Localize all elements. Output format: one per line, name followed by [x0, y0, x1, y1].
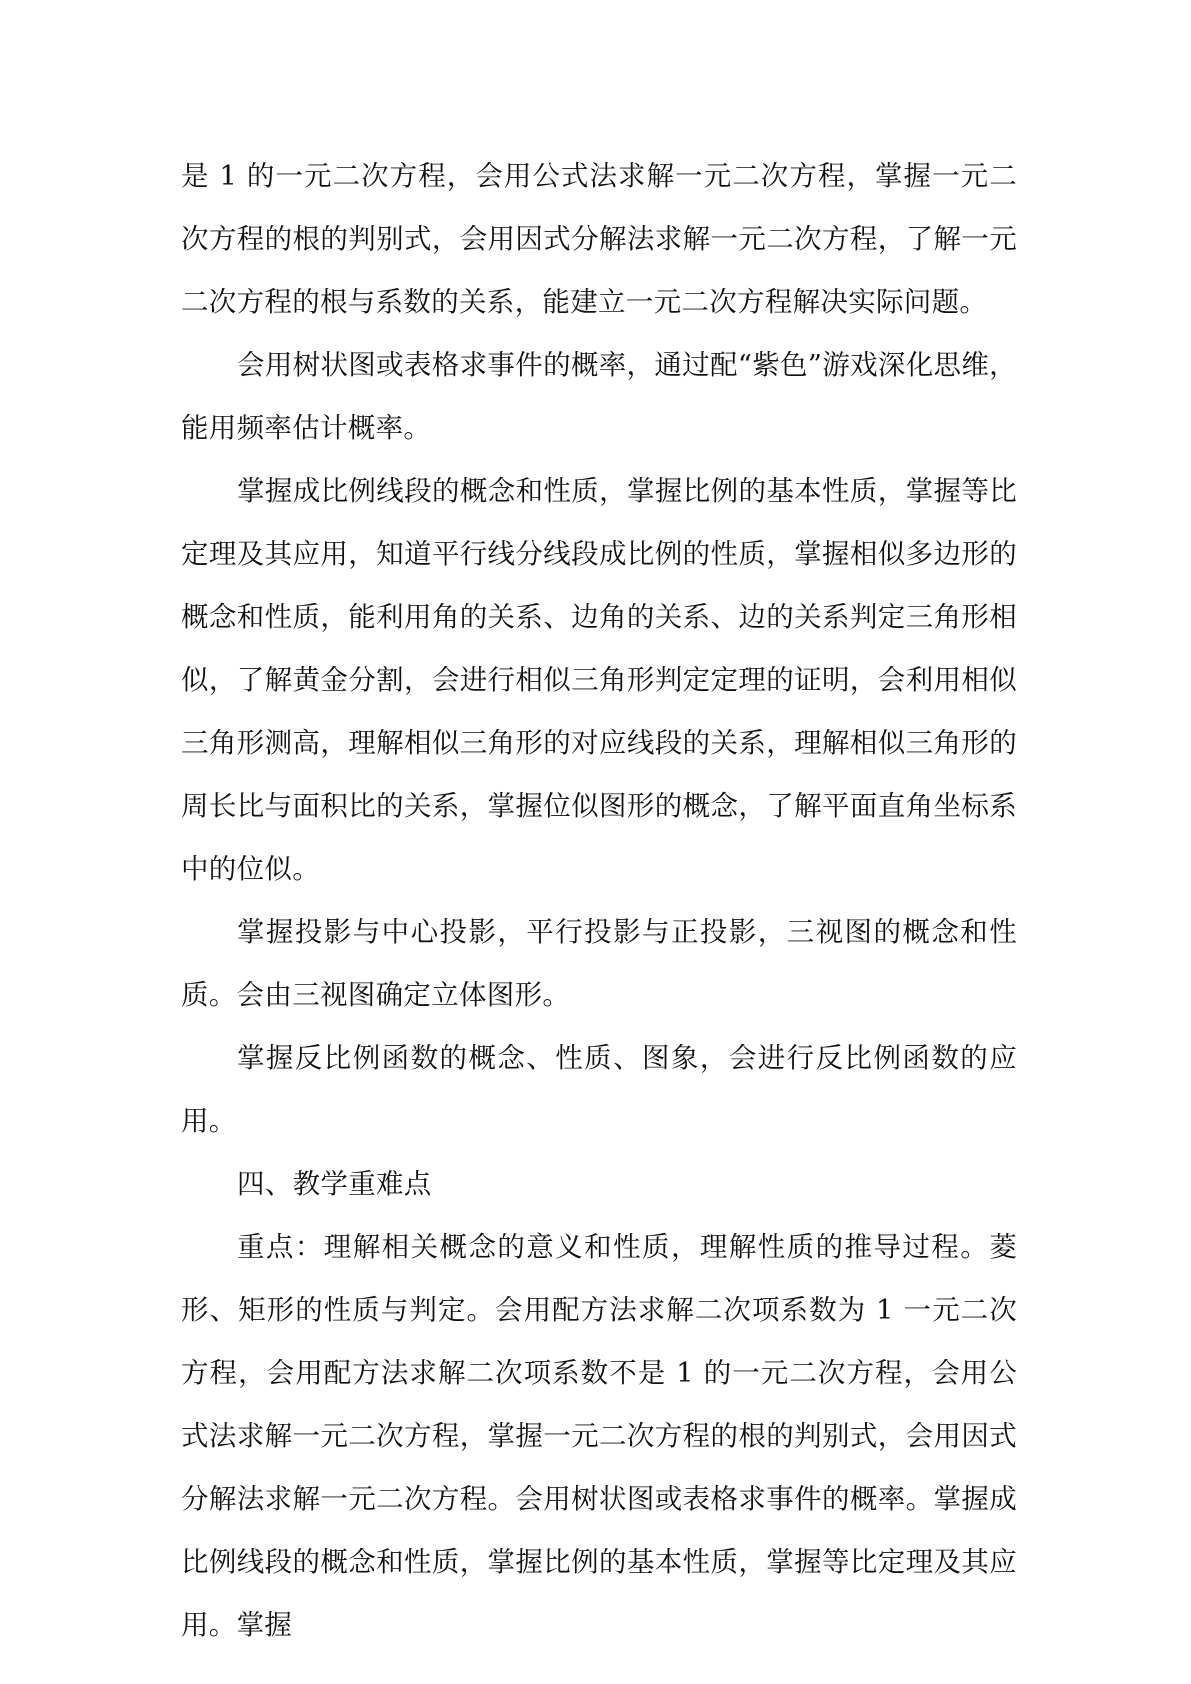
paragraph-quadratic-equations: 是 1 的一元二次方程，会用公式法求解一元二次方程，掌握一元二次方程的根的判别式，会用因式分解法求解一元二次方程，了解一元二次方程的根与系数的关系，能建立一元二次方程解决实际问题。 [181, 160, 1017, 318]
paragraph-inverse-proportion: 掌握反比例函数的概念、性质、图象，会进行反比例函数的应用。 [181, 1042, 1017, 1137]
section-heading-key-difficulties: 四、教学重难点 [237, 1168, 432, 1200]
document-body [181, 145, 1017, 1657]
paragraph-probability: 会用树状图或表格求事件的概率，通过配“紫色”游戏深化思维，能用频率估计概率。 [181, 349, 1017, 444]
paragraph-key-points: 重点：理解相关概念的意义和性质，理解性质的推导过程。菱形、矩形的性质与判定。会用配方法求解二次项系数为 1 一元二次方程，会用配方法求解二次项系数不是 1 的一元二次方程，会用公式法求解一元二次方程，掌握一元二次方程的根的判别式，会用因式分解法求解一元二次方程。会用树状图或表格求事件的概率。掌握成比例线段的概念和性质，掌握比例的基本性质，掌握等比定理及其应用。掌握 [181, 1231, 1017, 1641]
paragraph-similarity: 掌握成比例线段的概念和性质，掌握比例的基本性质，掌握等比定理及其应用，知道平行线分线段成比例的性质，掌握相似多边形的概念和性质，能利用角的关系、边角的关系、边的关系判定三角形相似，了解黄金分割，会进行相似三角形判定定理的证明，会利用相似三角形测高，理解相似三角形的对应线段的关系，理解相似三角形的周长比与面积比的关系，掌握位似图形的概念，了解平面直角坐标系中的位似。 [181, 475, 1017, 885]
paragraph-projection: 掌握投影与中心投影，平行投影与正投影，三视图的概念和性质。会由三视图确定立体图形。 [181, 916, 1017, 1011]
